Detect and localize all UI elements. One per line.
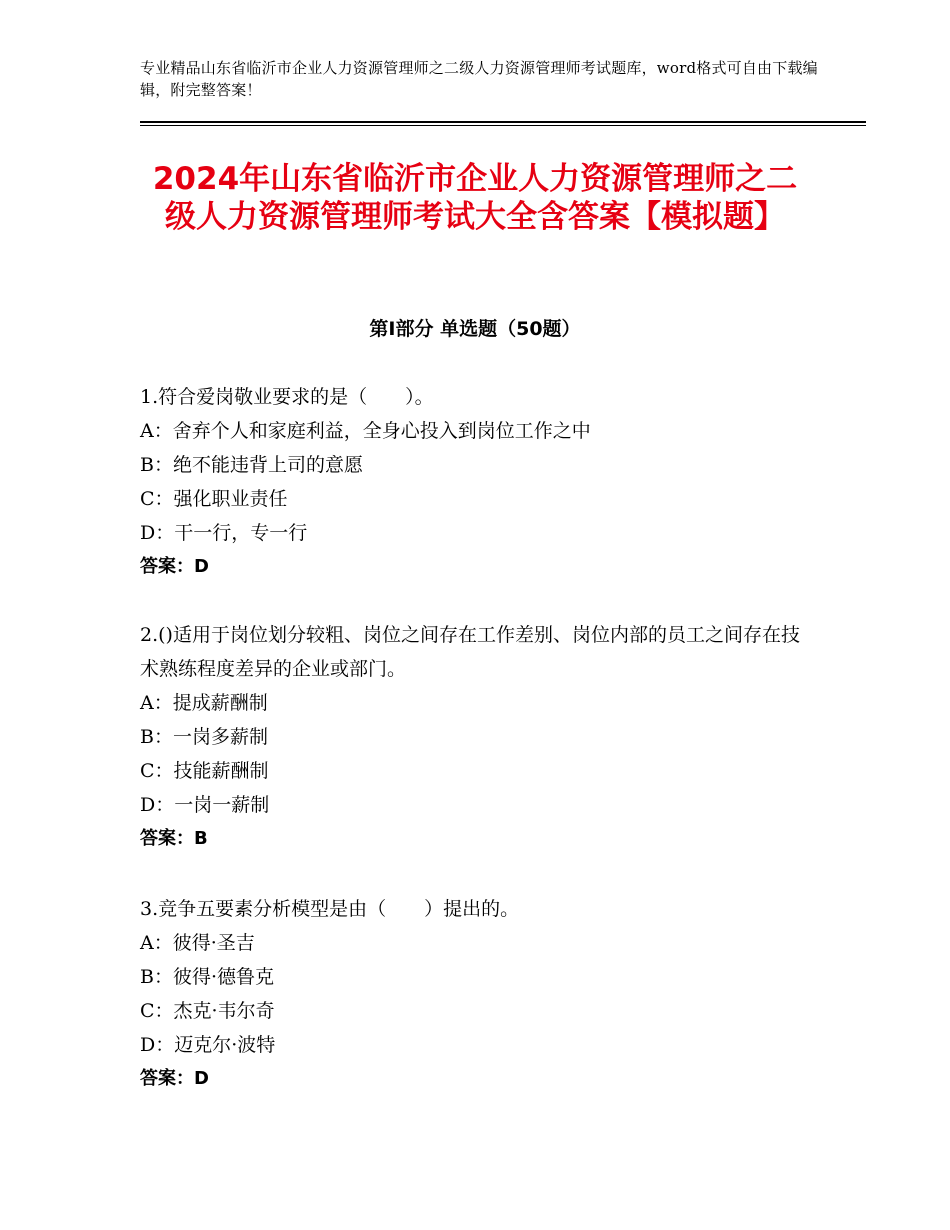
question-3: [140, 892, 810, 1096]
question-1: [140, 380, 810, 584]
question-2: [140, 618, 810, 856]
option-c: C：强化职业责任: [140, 488, 288, 510]
option-d: D：迈克尔·波特: [140, 1034, 276, 1056]
option-b: B：绝不能违背上司的意愿: [140, 454, 363, 476]
option-a: A：提成薪酬制: [140, 692, 268, 714]
option-d: D：一岗一薪制: [140, 794, 270, 816]
answer: 答案：D: [140, 556, 209, 577]
document-title: 2024年山东省临沂市企业人力资源管理师之二级人力资源管理师考试大全含答案【模拟题】: [152, 161, 798, 235]
answer: 答案：D: [140, 1068, 209, 1089]
option-d: D：干一行，专一行: [140, 522, 308, 544]
question-stem: 2.()适用于岗位划分较粗、岗位之间存在工作差别、岗位内部的员工之间存在技术熟练程度差异的企业或部门。: [140, 624, 800, 680]
option-b: B：彼得·德鲁克: [140, 966, 275, 988]
option-a: A：舍弃个人和家庭利益，全身心投入到岗位工作之中: [140, 420, 591, 442]
header-divider-thin: [140, 125, 866, 126]
option-a: A：彼得·圣吉: [140, 932, 255, 954]
option-b: B：一岗多薪制: [140, 726, 268, 748]
answer: 答案：B: [140, 828, 208, 849]
option-c: C：技能薪酬制: [140, 760, 269, 782]
question-stem: 1.符合爱岗敬业要求的是（ ）。: [140, 386, 434, 408]
question-stem: 3.竞争五要素分析模型是由（ ）提出的。: [140, 898, 520, 920]
header-note: 专业精品山东省临沂市企业人力资源管理师之二级人力资源管理师考试题库，word格式可自由下载编辑，附完整答案！: [140, 59, 818, 99]
section-title: 第Ⅰ部分 单选题（50题）: [369, 318, 581, 340]
option-c: C：杰克·韦尔奇: [140, 1000, 275, 1022]
header-divider-thick: [140, 121, 866, 123]
